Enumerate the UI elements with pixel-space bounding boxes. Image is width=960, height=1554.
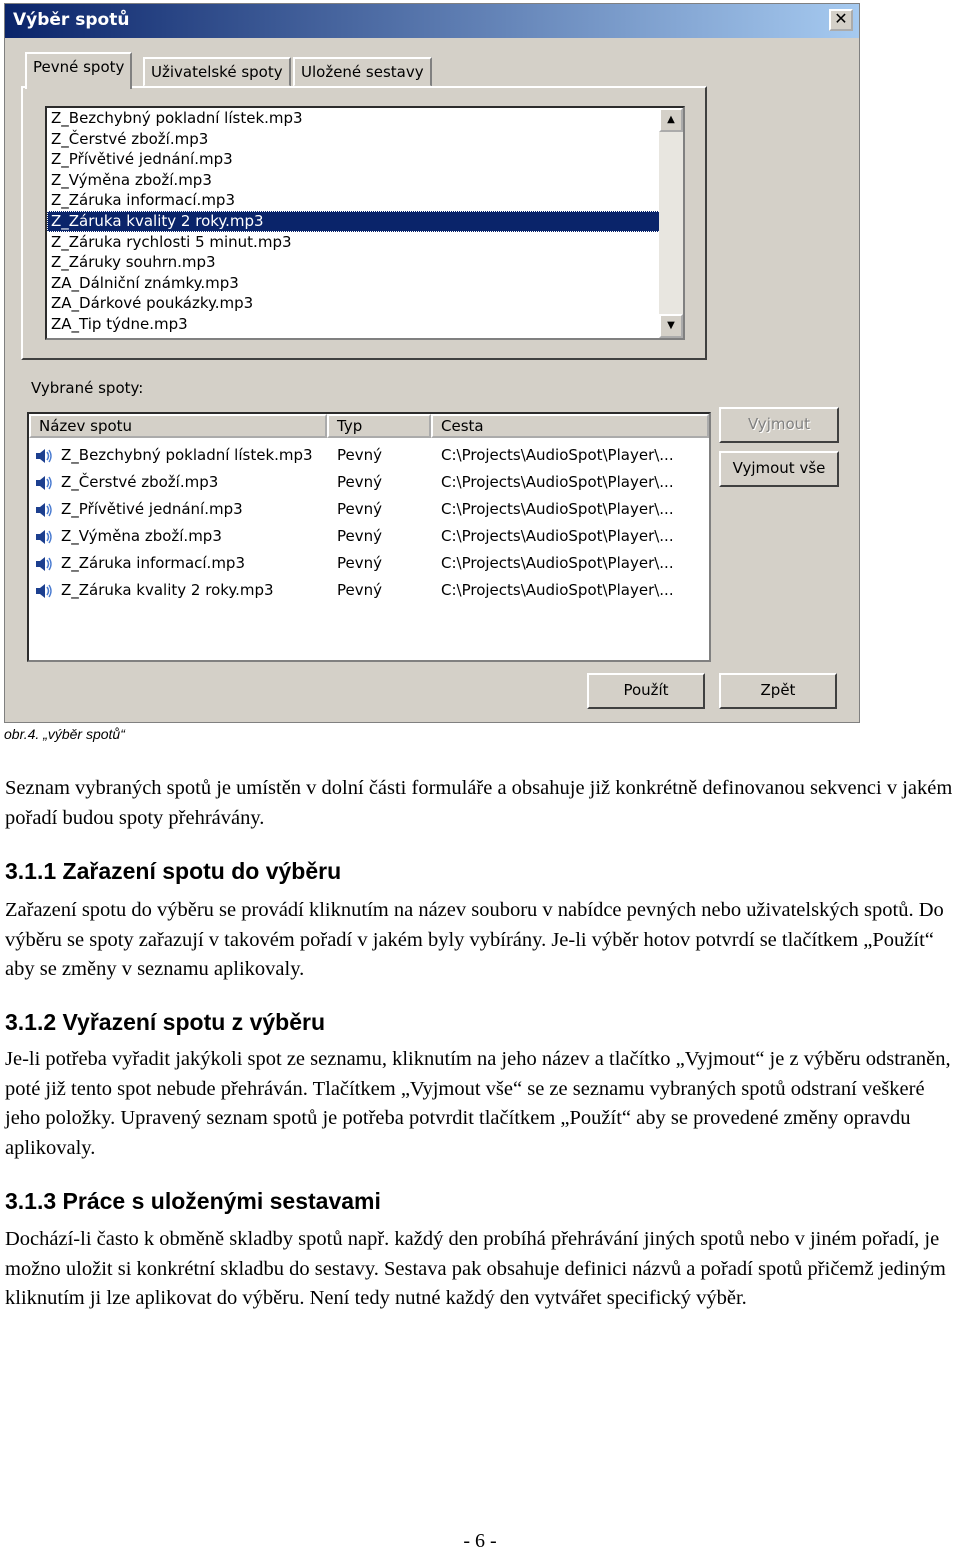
section-heading: 3.1.2 Vyřazení spotu z výběru bbox=[5, 1009, 325, 1035]
list-item[interactable]: Z_Záruka rychlosti 5 minut.mp3 bbox=[51, 232, 292, 251]
section-paragraph: Zařazení spotu do výběru se provádí kliknutím na název souboru v nabídce pevných nebo uživatelských spotů. Do výběru se spoty zařazují v takovém pořadí v jakém byly vybírány. Je-li výběr hotov potvrdí se tlačítkem „Použít“ aby se změny v seznamu aplikovaly. bbox=[5, 899, 944, 980]
scroll-up-icon[interactable]: ▲ bbox=[659, 108, 683, 132]
list-item[interactable]: Z_Bezchybný pokladní lístek.mp3 bbox=[51, 109, 303, 127]
intro-paragraph: Seznam vybraných spotů je umístěn v dolní části formuláře a obsahuje již konkrétně definovanou sekvenci v jakém pořadí budou spoty přehrávány. bbox=[5, 777, 953, 829]
spot-name: Z_Záruka kvality 2 roky.mp3 bbox=[61, 581, 274, 599]
speaker-icon bbox=[35, 583, 53, 599]
back-button[interactable]: Zpět bbox=[719, 673, 837, 709]
scroll-down-icon[interactable]: ▼ bbox=[659, 314, 683, 338]
page-number: - 6 - bbox=[463, 1530, 497, 1552]
list-item[interactable]: ZA_Dálniční známky.mp3 bbox=[51, 273, 239, 292]
selected-spots-table[interactable] bbox=[27, 412, 711, 662]
column-header-name[interactable]: Název spotu bbox=[29, 414, 327, 438]
spot-type: Pevný bbox=[337, 527, 382, 545]
section-heading: 3.1.1 Zařazení spotu do výběru bbox=[5, 858, 342, 884]
spot-type: Pevný bbox=[337, 581, 382, 599]
remove-all-button[interactable]: Vyjmout vše bbox=[719, 451, 839, 487]
speaker-icon bbox=[35, 556, 53, 572]
section-paragraph: Je-li potřeba vyřadit jakýkoli spot ze seznamu, kliknutím na jeho název a tlačítko „Vyjmout“ je z výběru odstraněn, poté již tento spot nebude přehráván. Tlačítkem „Vyjmout vše“ se ze seznamu vybraných spotů odstraní veškeré jeho položky. Upravený seznam spotů je potřeba potvrdit tlačítkem „Použít“ aby se provedené změny opravdu aplikovaly. bbox=[5, 1048, 951, 1159]
scrollbar[interactable] bbox=[659, 108, 683, 338]
figure-caption: obr.4. „výběr spotů“ bbox=[4, 726, 125, 742]
dialog-title: Výběr spotů bbox=[13, 10, 130, 30]
list-item[interactable]: Z_Výměna zboží.mp3 bbox=[51, 170, 212, 189]
spot-path: C:\Projects\AudioSpot\Player\... bbox=[441, 446, 674, 464]
list-item[interactable]: Z_Záruka informací.mp3 bbox=[51, 191, 235, 210]
column-header-type[interactable]: Typ bbox=[327, 414, 431, 438]
speaker-icon bbox=[35, 475, 53, 491]
list-item[interactable]: Z_Záruky souhrn.mp3 bbox=[51, 253, 216, 272]
section-paragraph: Dochází-li často k obměně skladby spotů např. každý den probíhá přehrávání jiných spotů nebo v jiném pořadí, je možno uložit si konkrétní skladbu do sestavy. Sestava pak obsahuje definici názvů a pořadí spotů přičemž jediným kliknutím ji lze aplikovat do výběru. Není tedy nutné každý den vytvářet specifický výběr. bbox=[5, 1228, 946, 1309]
fixed-spots-list[interactable] bbox=[45, 106, 685, 340]
spot-name: Z_Bezchybný pokladní lístek.mp3 bbox=[61, 446, 313, 464]
speaker-icon bbox=[35, 529, 53, 545]
speaker-icon bbox=[35, 448, 53, 464]
spot-path: C:\Projects\AudioSpot\Player\... bbox=[441, 527, 674, 545]
tab-user-spots[interactable]: Uživatelské spoty bbox=[143, 57, 291, 87]
remove-button[interactable]: Vyjmout bbox=[719, 407, 839, 443]
spot-path: C:\Projects\AudioSpot\Player\... bbox=[441, 473, 674, 491]
list-item[interactable]: ZA_Dárkové poukázky.mp3 bbox=[51, 294, 254, 313]
list-item[interactable]: Z_Přívětivé jednání.mp3 bbox=[51, 150, 233, 169]
speaker-icon bbox=[35, 502, 53, 518]
spot-name: Z_Výměna zboží.mp3 bbox=[61, 527, 222, 545]
spot-path: C:\Projects\AudioSpot\Player\... bbox=[441, 554, 674, 572]
spot-type: Pevný bbox=[337, 500, 382, 518]
title-bar bbox=[5, 4, 859, 38]
close-button[interactable]: ✕ bbox=[829, 9, 853, 31]
spot-path: C:\Projects\AudioSpot\Player\... bbox=[441, 581, 674, 599]
tab-saved-sets[interactable]: Uložené sestavy bbox=[293, 57, 432, 87]
spot-type: Pevný bbox=[337, 446, 382, 464]
list-item[interactable]: ZA_Tip týdne.mp3 bbox=[51, 314, 188, 333]
spot-name: Z_Přívětivé jednání.mp3 bbox=[61, 500, 243, 518]
spot-selection-dialog bbox=[4, 3, 860, 723]
spot-name: Z_Záruka informací.mp3 bbox=[61, 554, 245, 572]
section-heading: 3.1.3 Práce s uloženými sestavami bbox=[5, 1188, 381, 1214]
spot-name: Z_Čerstvé zboží.mp3 bbox=[61, 473, 219, 491]
selected-spots-label: Vybrané spoty: bbox=[31, 379, 144, 397]
spot-path: C:\Projects\AudioSpot\Player\... bbox=[441, 500, 674, 518]
apply-button[interactable]: Použít bbox=[587, 673, 705, 709]
list-item[interactable]: Z_Čerstvé zboží.mp3 bbox=[51, 129, 209, 148]
column-header-path[interactable]: Cesta bbox=[431, 414, 709, 438]
spot-type: Pevný bbox=[337, 473, 382, 491]
spot-type: Pevný bbox=[337, 554, 382, 572]
list-item-selected[interactable]: Z_Záruka kvality 2 roky.mp3 bbox=[47, 211, 683, 232]
tab-fixed-spots[interactable]: Pevné spoty bbox=[25, 52, 132, 89]
